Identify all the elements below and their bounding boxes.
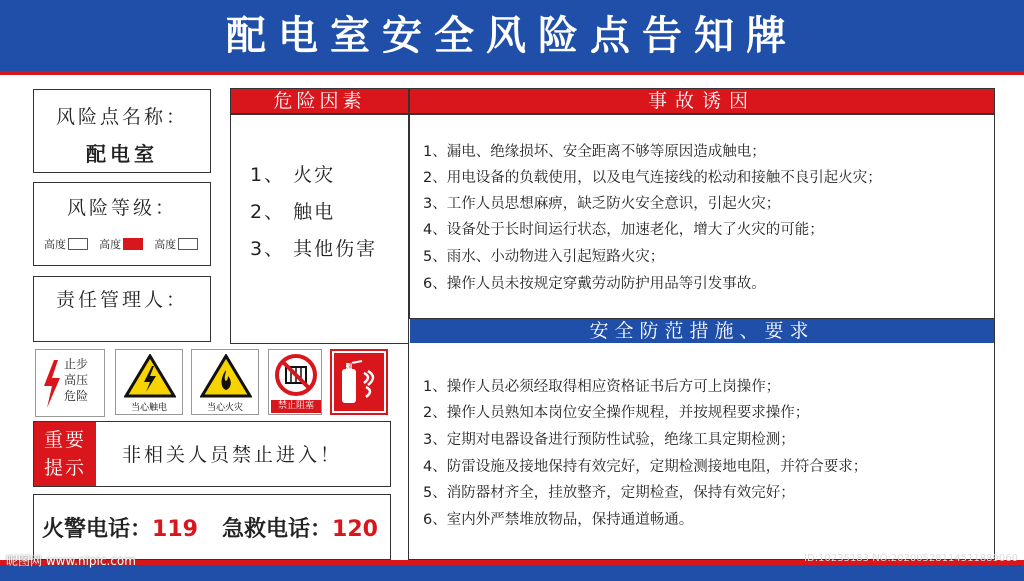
hazard-item: 2、 触电 bbox=[250, 201, 336, 223]
cause-item: 6、操作人员未按规定穿戴劳动防护用品等引发事故。 bbox=[423, 276, 766, 292]
high-voltage-sign bbox=[35, 349, 105, 417]
fire-warning-icon bbox=[200, 354, 252, 398]
fire-phone-number: 119 bbox=[152, 517, 198, 542]
responsible-label: 责任管理人： bbox=[55, 289, 188, 311]
measures-header: 安全防范措施、要求 bbox=[410, 319, 994, 343]
fire-extinguisher-sign bbox=[330, 349, 388, 415]
risk-level-box bbox=[33, 182, 211, 266]
high-voltage-text: 止步 高压 危险 bbox=[64, 357, 89, 403]
risk-point-label: 风险点名称： bbox=[55, 106, 188, 128]
notice-tag: 重要提示 bbox=[34, 422, 96, 486]
cause-item: 5、雨水、小动物进入引起短路火灾； bbox=[423, 249, 665, 265]
cause-item: 4、设备处于长时间运行状态，加速老化，增大了火灾的可能； bbox=[423, 222, 824, 238]
responsible-box bbox=[33, 276, 211, 342]
risk-level-item-low: 高度 bbox=[44, 236, 88, 252]
electric-warning-icon bbox=[124, 354, 176, 398]
no-blocking-icon bbox=[274, 353, 318, 397]
bottom-blue-stripe bbox=[0, 565, 1024, 581]
top-red-stripe bbox=[0, 71, 1024, 75]
lightning-icon bbox=[42, 360, 62, 408]
risk-point-value: 配电室 bbox=[86, 142, 158, 166]
measure-item: 6、室内外严禁堆放物品，保持通道畅通。 bbox=[423, 512, 694, 528]
fire-extinguisher-caption: 灭火器 bbox=[336, 363, 355, 370]
emergency-phone bbox=[222, 512, 378, 543]
watermark-right: ID:10235183 NO:20200528114511889060 bbox=[804, 553, 1018, 564]
electric-shock-caption: 当心触电 bbox=[130, 403, 167, 413]
emergency-phone-number: 120 bbox=[332, 517, 378, 542]
cause-item: 2、用电设备的负载使用，以及电气连接线的松动和接触不良引起火灾； bbox=[423, 170, 882, 186]
fire-caution-caption: 当心火灾 bbox=[206, 403, 243, 413]
risk-point-box bbox=[33, 89, 211, 173]
no-blocking-caption: 禁止阻塞 bbox=[271, 400, 321, 413]
risk-level-item-high: 高度 bbox=[154, 236, 198, 252]
measure-item: 3、定期对电器设备进行预防性试验，绝缘工具定期检测； bbox=[423, 432, 795, 448]
electric-shock-sign bbox=[115, 349, 183, 415]
causes-header-line bbox=[410, 113, 994, 115]
fire-phone bbox=[42, 512, 198, 543]
hazard-cause-panel bbox=[230, 88, 995, 344]
fire-caution-sign bbox=[191, 349, 259, 415]
risk-level-label: 风险等级： bbox=[66, 197, 177, 219]
measure-item: 1、操作人员必须经取得相应资格证书后方可上岗操作； bbox=[423, 379, 781, 395]
board-title: 配电室安全风险点告知牌 bbox=[226, 13, 798, 59]
measure-item: 2、操作人员熟知本岗位安全操作规程，并按规程要求操作； bbox=[423, 405, 810, 421]
cause-item: 1、漏电、绝缘损坏、安全距离不够等原因造成触电； bbox=[423, 144, 766, 160]
fire-phone-label: 火警电话： bbox=[42, 517, 153, 542]
hazard-item: 3、 其他伤害 bbox=[250, 238, 378, 260]
cause-item: 3、工作人员思想麻痹，缺乏防火安全意识，引起火灾； bbox=[423, 196, 781, 212]
measure-item: 4、防雷设施及接地保持有效完好，定期检测接地电阻，并符合要求； bbox=[423, 459, 868, 475]
watermark-left: 昵图网 www.nipic.com bbox=[6, 554, 136, 568]
causes-header: 事故诱因 bbox=[410, 89, 994, 113]
notice-text: 非相关人员禁止进入！ bbox=[122, 444, 343, 466]
measure-item: 5、消防器材齐全，挂放整齐，定期检查，保持有效完好； bbox=[423, 485, 795, 501]
hazards-header-line bbox=[231, 113, 408, 115]
hazard-item: 1、 火灾 bbox=[250, 164, 336, 186]
risk-level-scale bbox=[44, 233, 214, 252]
hazards-header: 危险因素 bbox=[231, 89, 408, 113]
risk-level-item-mid: 高度 bbox=[99, 236, 143, 252]
emergency-phone-label: 急救电话： bbox=[222, 517, 333, 542]
no-blocking-sign bbox=[268, 349, 322, 415]
